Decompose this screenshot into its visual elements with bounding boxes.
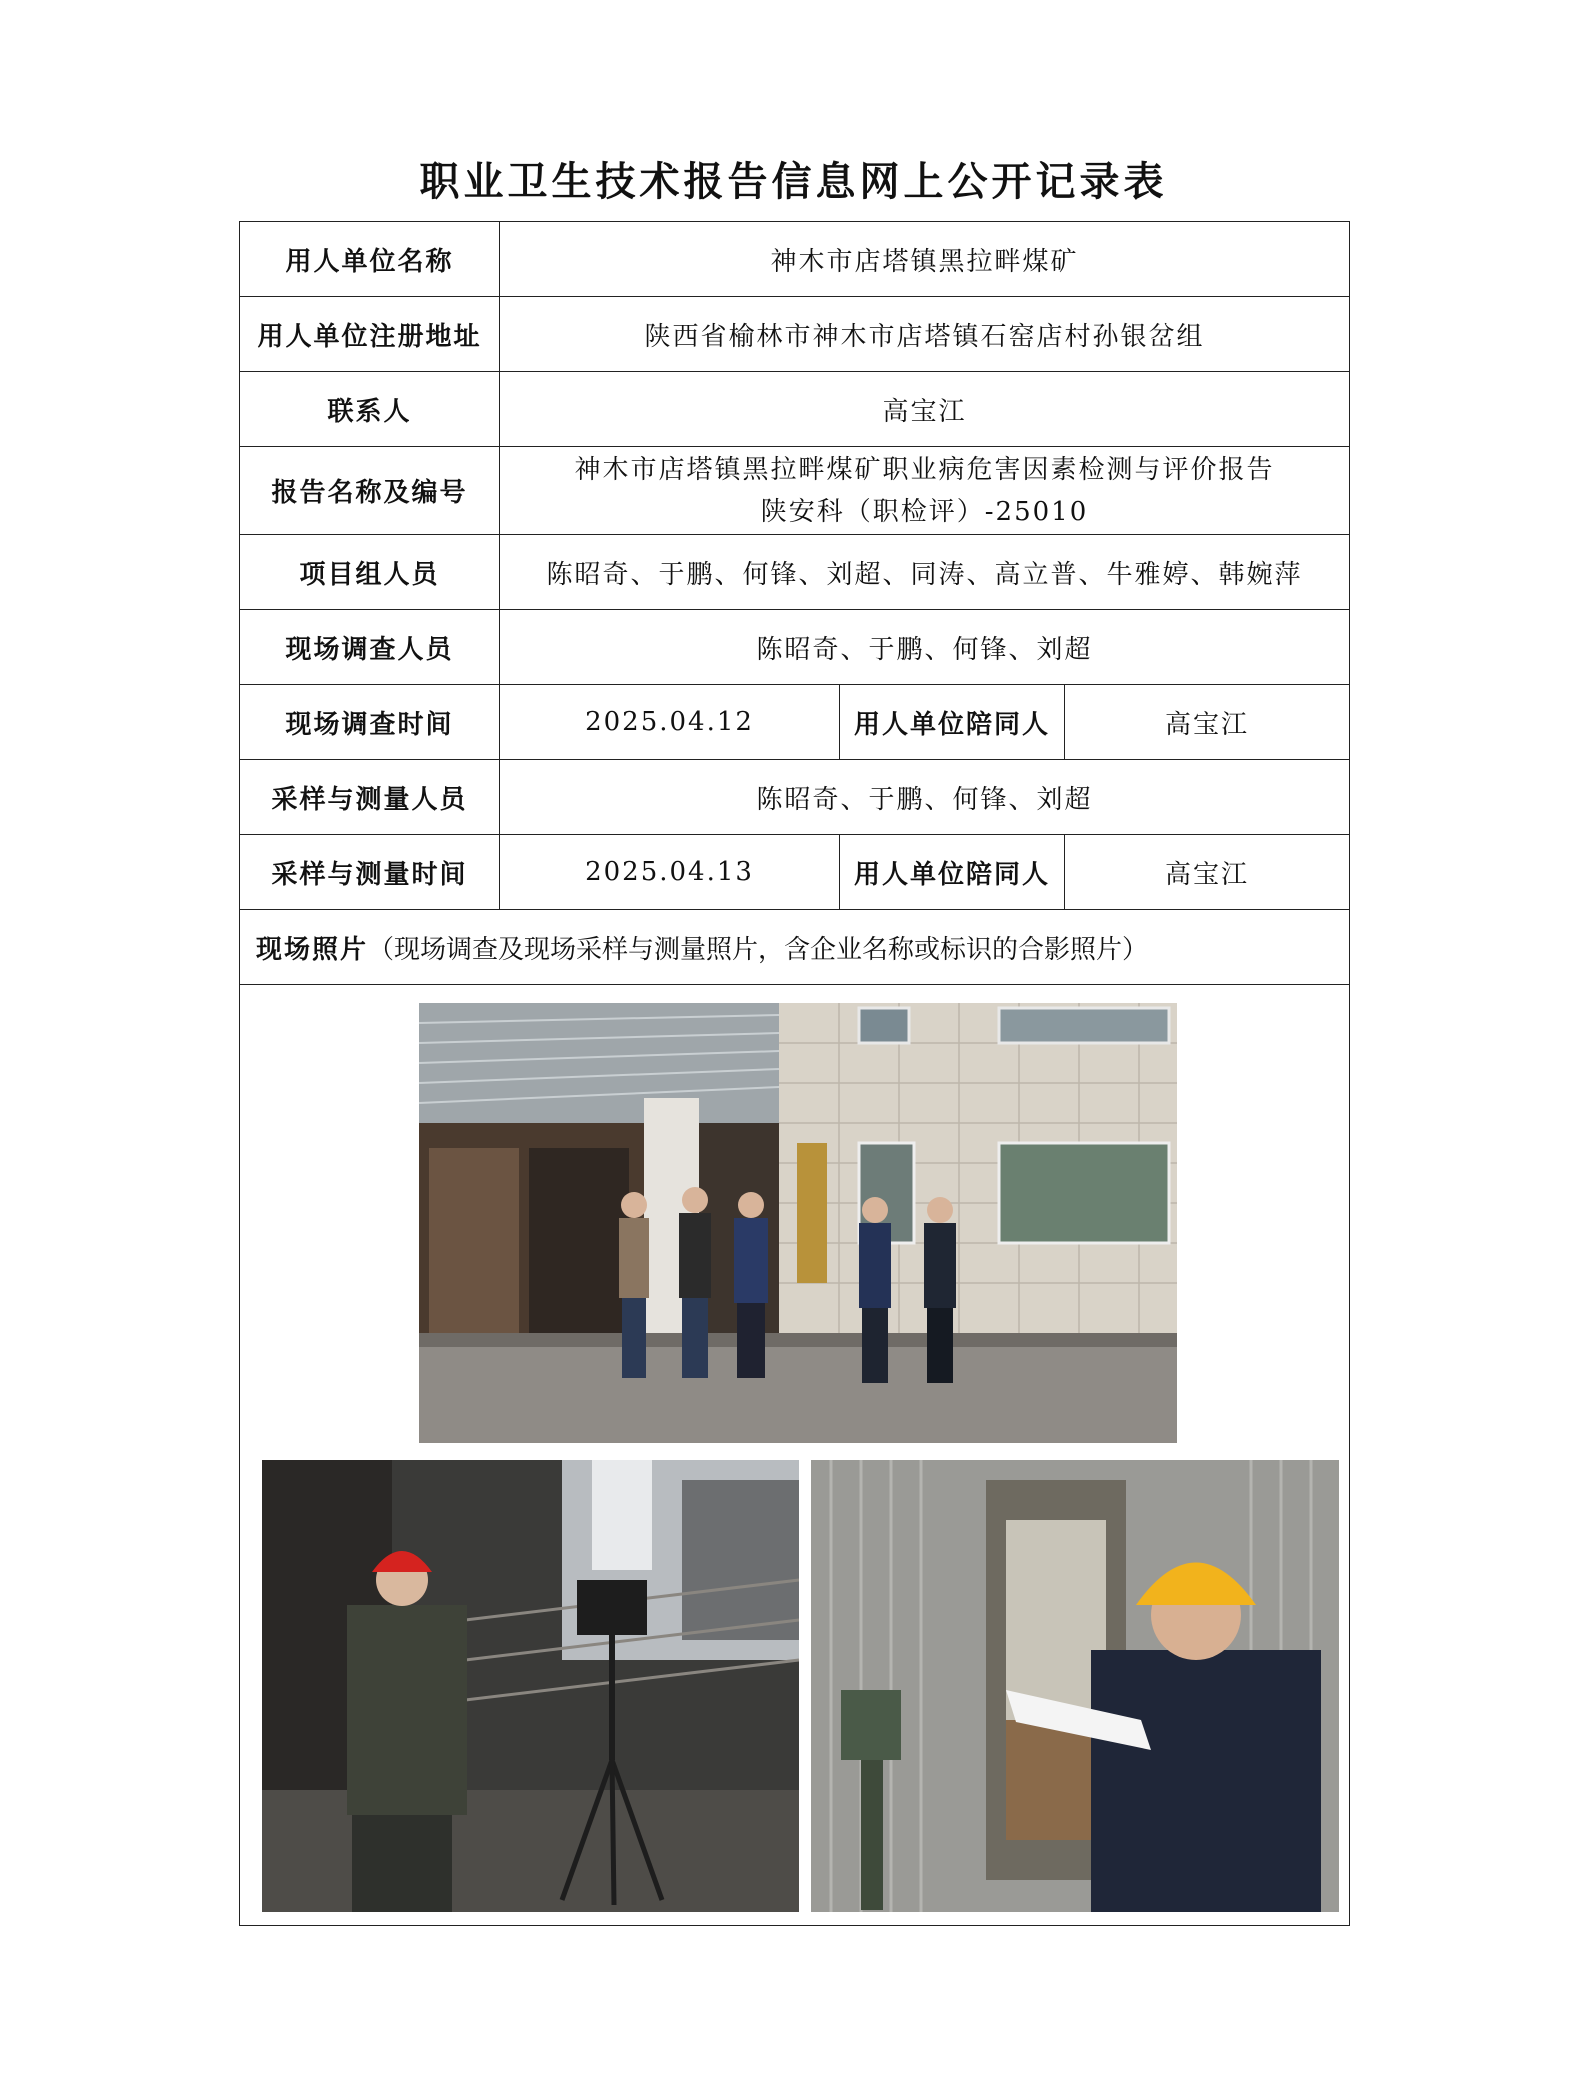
employer-name-value: 神木市店塔镇黑拉畔煤矿	[500, 222, 1350, 297]
sampling-time-label: 采样与测量时间	[240, 835, 500, 910]
sampling-staff-value: 陈昭奇、于鹏、何锋、刘超	[500, 760, 1350, 835]
photos-note: （现场调查及现场采样与测量照片，含企业名称或标识的合影照片）	[368, 934, 1149, 965]
row-report	[240, 447, 1350, 535]
report-value	[500, 447, 1350, 535]
project-team-label: 项目组人员	[240, 535, 500, 610]
survey-staff-value: 陈昭奇、于鹏、何锋、刘超	[500, 610, 1350, 685]
sampling-photo-recording	[811, 1460, 1339, 1912]
photos-header	[240, 910, 1350, 985]
employer-address-label: 用人单位注册地址	[240, 297, 500, 372]
row-employer-name	[240, 222, 1350, 297]
contact-value: 高宝江	[500, 372, 1350, 447]
survey-time-label: 现场调查时间	[240, 685, 500, 760]
sampling-staff-label: 采样与测量人员	[240, 760, 500, 835]
photos-label: 现场照片	[256, 934, 369, 965]
row-project-team	[240, 535, 1350, 610]
sampling-companion-label: 用人单位陪同人	[840, 835, 1065, 910]
row-photos	[240, 985, 1350, 1926]
employer-name-label: 用人单位名称	[240, 222, 500, 297]
photos-cell	[240, 985, 1350, 1926]
survey-staff-label: 现场调查人员	[240, 610, 500, 685]
sampling-time-value: 2025.04.13	[500, 835, 840, 910]
row-employer-address	[240, 297, 1350, 372]
employer-address-value: 陕西省榆林市神木市店塔镇石窑店村孙银岔组	[500, 297, 1350, 372]
survey-time-value: 2025.04.12	[500, 685, 840, 760]
sampling-photo-tripod	[262, 1460, 799, 1912]
group-photo	[419, 1003, 1177, 1443]
contact-label: 联系人	[240, 372, 500, 447]
row-survey-time	[240, 685, 1350, 760]
sampling-companion-value: 高宝江	[1065, 835, 1350, 910]
row-contact	[240, 372, 1350, 447]
row-sampling-staff	[240, 760, 1350, 835]
record-table	[239, 221, 1350, 1926]
row-photos-header	[240, 910, 1350, 985]
row-survey-staff	[240, 610, 1350, 685]
project-team-value: 陈昭奇、于鹏、何锋、刘超、同涛、高立普、牛雅婷、韩婉萍	[500, 535, 1350, 610]
document-title: 职业卫生技术报告信息网上公开记录表	[419, 158, 1168, 205]
report-label: 报告名称及编号	[240, 447, 500, 535]
row-sampling-time	[240, 835, 1350, 910]
survey-companion-value: 高宝江	[1065, 685, 1350, 760]
report-name: 神木市店塔镇黑拉畔煤矿职业病危害因素检测与评价报告	[574, 454, 1275, 485]
survey-companion-label: 用人单位陪同人	[840, 685, 1065, 760]
report-number: 陕安科（职检评）-25010	[760, 496, 1089, 527]
